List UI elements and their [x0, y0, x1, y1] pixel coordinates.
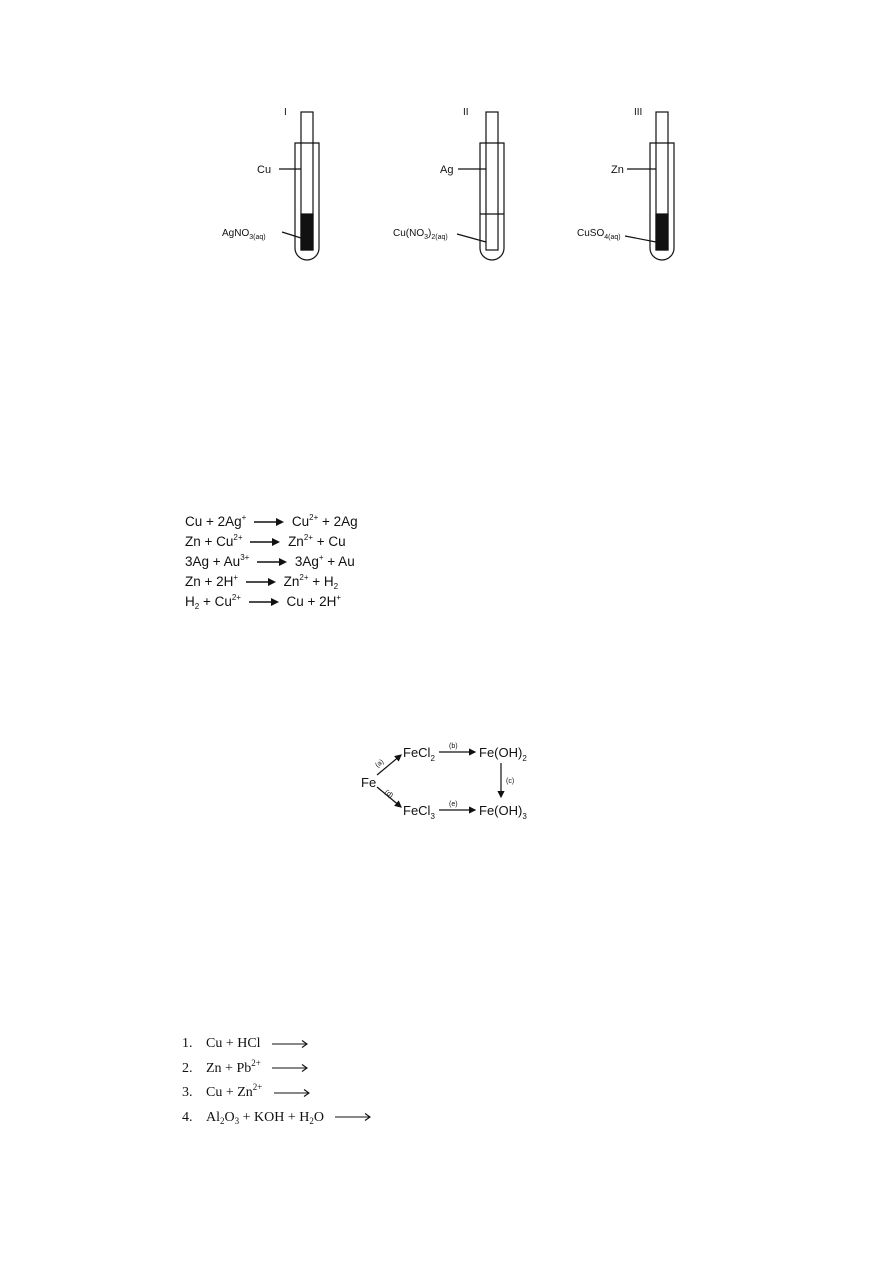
test-tube-2 — [393, 107, 504, 260]
reaction-arrow-icon — [257, 557, 287, 567]
tube-3-metal: Zn — [611, 164, 624, 176]
tube-1-metal: Cu — [257, 164, 272, 176]
label-d: (d) — [383, 788, 395, 800]
tube-1-solution: AgNO$_{3(aq)}$ — [222, 228, 266, 241]
redox-equations — [185, 512, 358, 612]
fe-label: Fe — [361, 775, 377, 790]
test-tube-1 — [222, 107, 319, 260]
tube-2-solution: $Cu(NO_3)_{2(aq)}$ — [393, 228, 448, 241]
reaction-arrow-icon — [246, 577, 276, 587]
tube-1-label: I — [284, 107, 287, 118]
tube-2-metal: Ag — [440, 164, 454, 176]
long-arrow-icon — [272, 1039, 308, 1049]
tube-2-label: II — [463, 107, 469, 118]
long-arrow-icon — [274, 1088, 310, 1098]
reaction-arrow-icon — [254, 517, 284, 527]
reaction-arrow-icon — [250, 537, 280, 547]
iron-reaction-scheme — [355, 735, 545, 825]
tube-3-solution: CuSO$_{4(aq)}$ — [577, 228, 621, 241]
long-arrow-icon — [335, 1112, 371, 1122]
label-a: (a) — [374, 758, 386, 770]
feoh2-label: $Fe(OH)_2$ — [479, 745, 527, 763]
label-e: (e) — [449, 801, 458, 808]
fecl2-label: FeCl$_2$ — [403, 745, 435, 763]
tube-3-label: III — [634, 107, 643, 118]
label-b: (b) — [449, 743, 458, 750]
fecl3-label: FeCl$_3$ — [403, 803, 435, 821]
question-3: 3. $Cu + Zn^{2+}$ — [182, 1081, 371, 1106]
reaction-arrow-icon — [249, 597, 279, 607]
equation-5: $H_2 + Cu^{2+}$ Cu + 2H+ — [185, 593, 342, 611]
label-c: (c) — [506, 778, 515, 785]
equation-4: Zn + 2H+ $Zn^{2+} + H_2$ — [185, 573, 339, 591]
test-tube-3 — [577, 107, 674, 260]
question-1: 1. Cu + HCl — [182, 1032, 371, 1057]
question-4: 4. $Al_2O_3$ + KOH + $H_2O$ — [182, 1106, 371, 1131]
equation-3: $3Ag + Au^{3+}$ 3Ag+ + Au — [185, 553, 355, 569]
feoh3-label: $Fe(OH)_3$ — [479, 803, 527, 821]
equation-1: Cu + 2Ag+ $Cu^{2+} + 2Ag$ — [185, 513, 358, 529]
question-2: 2. $Zn + Pb^{2+}$ — [182, 1057, 371, 1082]
test-tube-diagram — [0, 0, 892, 300]
question-list — [182, 1032, 371, 1130]
long-arrow-icon — [272, 1063, 308, 1073]
equation-2: $Zn + Cu^{2+}$ $Zn^{2+} + Cu$ — [185, 533, 346, 549]
